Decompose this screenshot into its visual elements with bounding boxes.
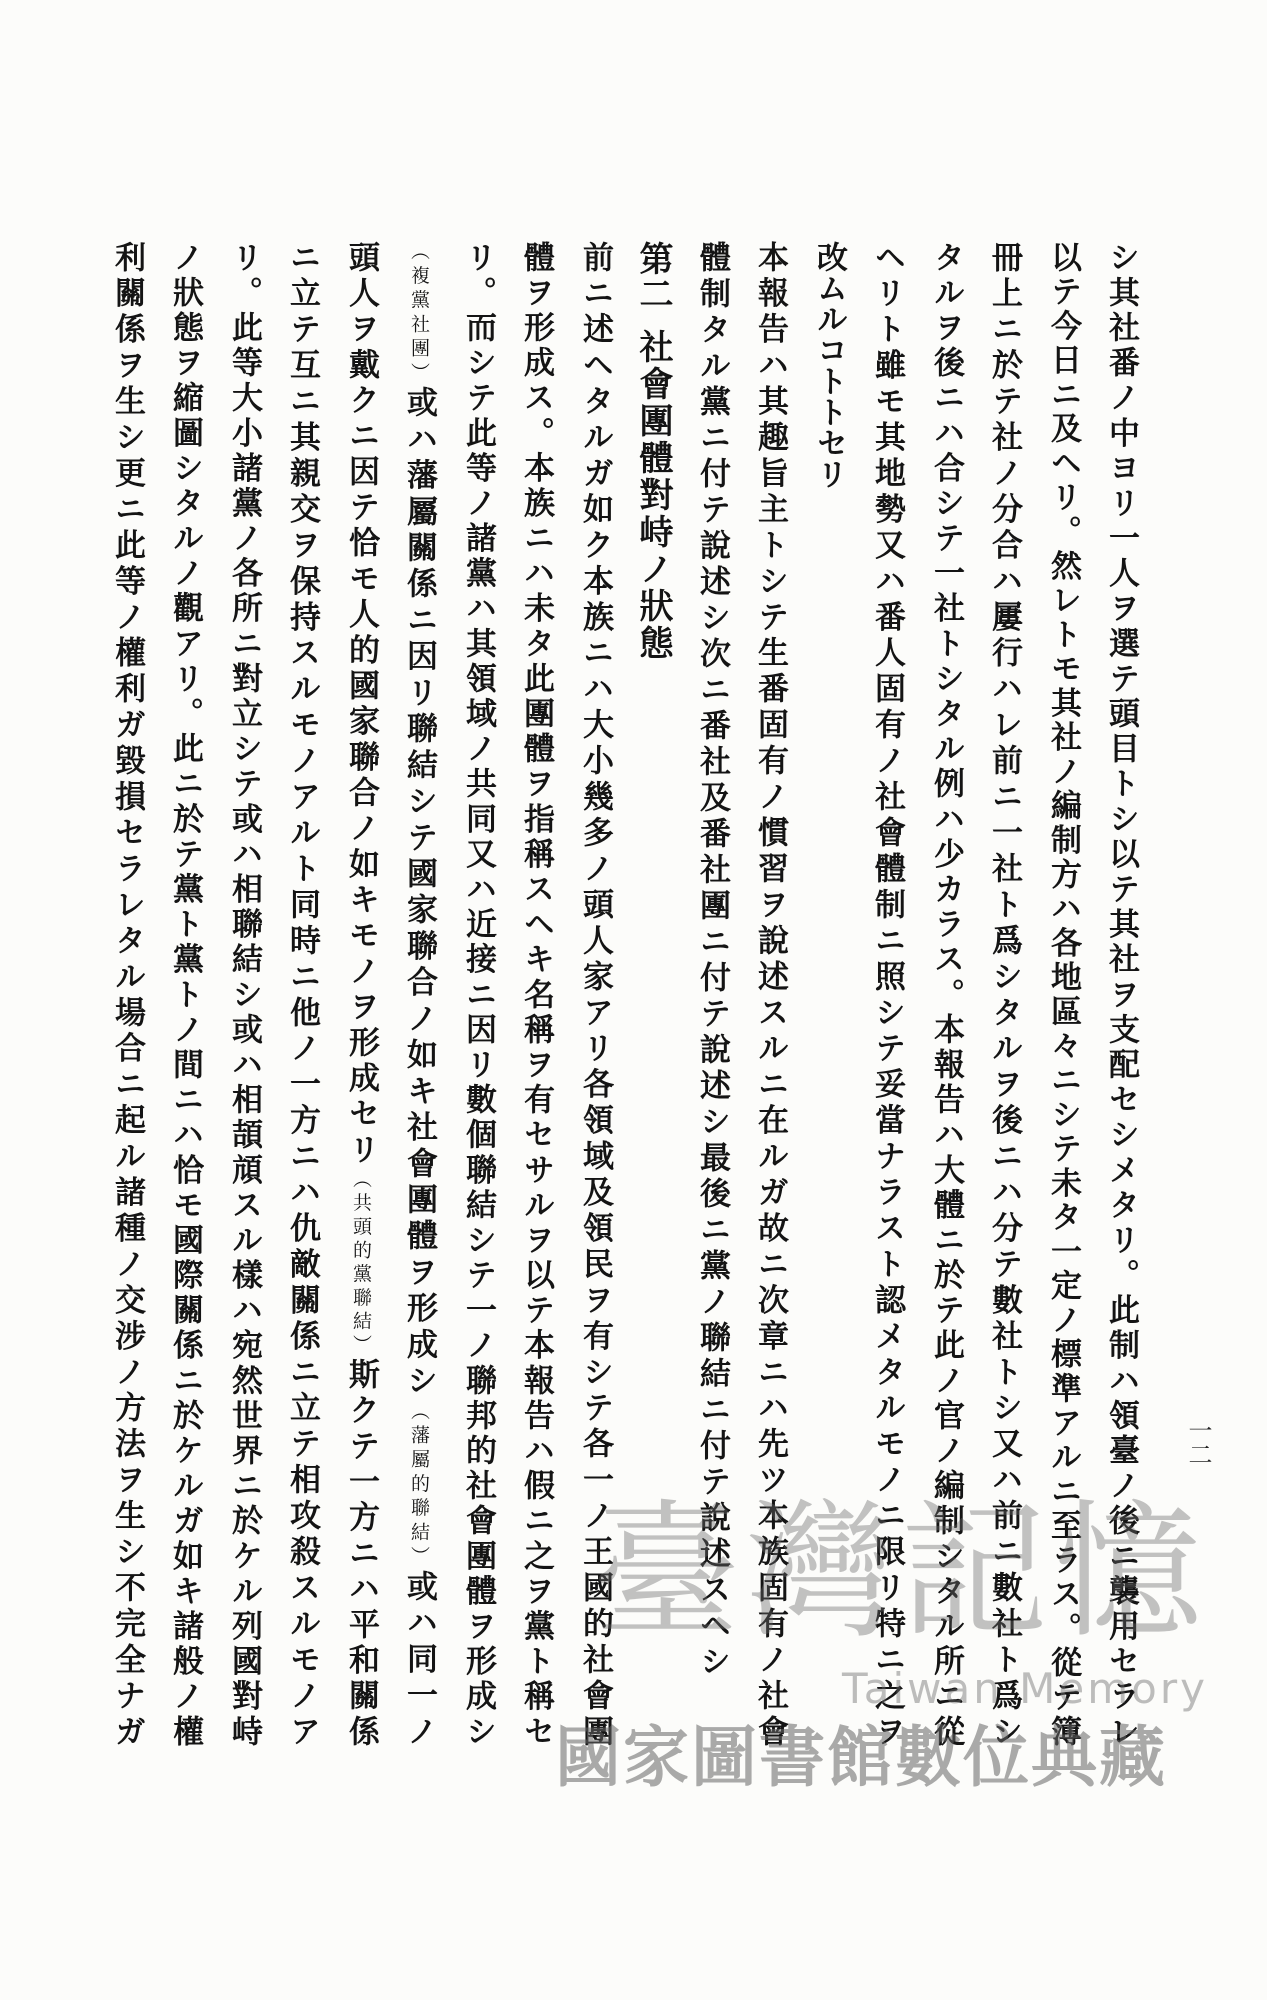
text-line: リ。而シテ此等ノ諸黨ハ其領域ノ共同又ハ近接ニ因リ數個聯結シテ一ノ聯邦的社會團體ヲ形成シ	[460, 241, 496, 1746]
text-line: 前ニ述ヘタルガ如ク本族ニハ大小幾多ノ頭人家アリ各領域及領民ヲ有シテ各一ノ王國的社會團	[577, 241, 613, 1746]
text-line: 體制タル黨ニ付テ說述シ次ニ番社及番社團ニ付テ說述シ最後ニ黨ノ聯結ニ付テ說述スヘシ	[694, 241, 730, 1681]
section-number: 第二	[633, 241, 673, 311]
section-title: 社會團體對峙ノ狀態	[633, 329, 673, 662]
watermark-english: Taiwan Memory	[842, 1664, 1208, 1713]
section-heading	[628, 241, 678, 1746]
inline-note: （共頭的黨聯結）	[350, 1168, 372, 1359]
text-line: 以テ今日ニ及ヘリ。然レトモ其社ノ編制方ハ各地區々ニシテ未タ一定ノ標準アルニ至ラス。從テ簿	[1045, 241, 1081, 1746]
text-line: ノ狀態ヲ縮圖シタルノ觀アリ。此ニ於テ黨ト黨トノ間ニハ恰モ國際關係ニ於ケルガ如キ諸般ノ權	[167, 241, 203, 1746]
watermark-library-name: 國家圖書館數位典藏	[555, 1719, 1167, 1796]
text-line: リ。此等大小諸黨ノ各所ニ對立シテ或ハ相聯結シ或ハ相頡頏スル樣ハ宛然世界ニ於ケル列國對峙	[226, 241, 262, 1746]
text-line: タルヲ後ニハ合シテ一社トシタル例ハ少カラス。本報告ハ大體ニ於テ此ノ官ノ編制シタル所ニ從	[928, 241, 964, 1746]
text-line: シ其社番ノ中ヨリ一人ヲ選テ頭目トシ以テ其社ヲ支配セシメタリ。此制ハ領臺ノ後ニ襲用セラレ	[1103, 241, 1139, 1746]
text-segment: 頭人ヲ戴クニ因テ恰モ人的國家聯合ノ如キモノヲ形成セリ	[343, 241, 379, 1169]
text-line: 體ヲ形成ス。本族ニハ未タ此團體ヲ指稱スヘキ名稱ヲ有セサルヲ以テ本報告ハ假ニ之ヲ黨ト稱セ	[518, 241, 554, 1746]
text-line: ニ立テ互ニ其親交ヲ保持スルモノアルト同時ニ他ノ一方ニハ仇敵關係ニ立テ相攻殺スルモノア	[284, 241, 320, 1746]
text-segment: 或ハ同一ノ	[401, 1570, 437, 1747]
text-line: ヘリト雖モ其地勢又ハ番人固有ノ社會體制ニ照シテ妥當ナラスト認メタルモノニ限リ特ニ之ヲ	[869, 241, 905, 1746]
text-line: 本報告ハ其趣旨主トシテ生番固有ノ慣習ヲ說述スルニ在ルガ故ニ次章ニハ先ツ本族固有ノ社會	[752, 241, 788, 1746]
text-line: 改ムルコトトセリ	[811, 241, 847, 489]
text-segment: 斯クテ一方ニハ平和關係	[343, 1358, 379, 1747]
text-line: 冊上ニ於テ社ノ分合ハ屢行ハレ前ニ一社ト爲シタルヲ後ニハ分テ數社トシ又ハ前ニ數社ト爲シ	[986, 241, 1022, 1746]
text-line	[394, 241, 444, 1746]
inline-note: （複黨社團）	[408, 241, 430, 387]
watermark-logo: 臺灣記憶	[592, 1486, 1208, 1658]
text-segment: 或ハ藩屬關係ニ因リ聯結シテ國家聯合ノ如キ社會團體ヲ形成シ	[401, 386, 437, 1401]
page-number: 一二	[1184, 1418, 1212, 1466]
text-line	[336, 241, 386, 1746]
text-line: 利關係ヲ生シ更ニ此等ノ權利ガ毀損セラレタル場合ニ起ル諸種ノ交涉ノ方法ヲ生シ不完全ナガ	[109, 241, 145, 1746]
inline-note: （藩屬的聯結）	[408, 1400, 430, 1571]
